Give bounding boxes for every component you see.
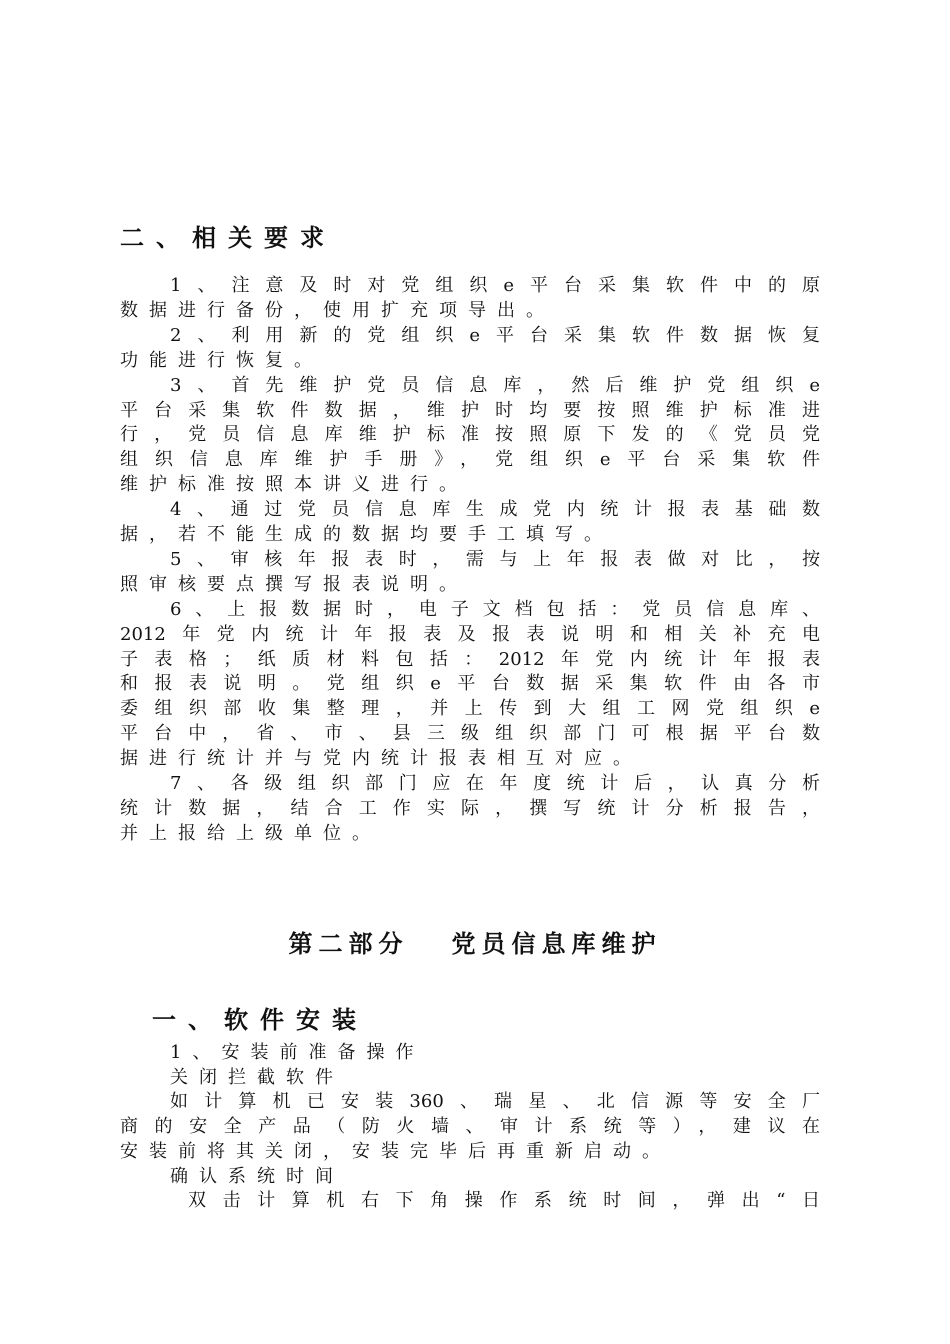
text-line: 统计数据，结合工作实际，撰写统计分析报告，: [120, 797, 820, 819]
text-line: 7、各级组织部门应在年度统计后，认真分析: [170, 773, 820, 794]
text-line: 2、利用新的党组织e平台采集软件数据恢复: [170, 324, 820, 346]
text-line: 5、审核年报表时，需与上年报表做对比，按: [170, 548, 820, 570]
text-line: 2012年党内统计年报表及报表说明和相关补充电: [120, 623, 820, 645]
part-title: 第二部分 党员信息库维护: [288, 930, 662, 958]
text-line: 商的安全产品（防火墙、审计系统等），建议在: [120, 1116, 820, 1138]
text-line: 功能进行恢复。: [120, 349, 323, 371]
section-heading: 二、相关要求: [120, 224, 336, 252]
text-line: 3、首先维护党员信息库，然后维护党组织e: [170, 374, 820, 396]
subsection-heading: 一、软件安装: [152, 1006, 368, 1034]
text-line: 如计算机已安装360、瑞星、北信源等安全厂: [170, 1091, 820, 1113]
text-line: 并上报给上级单位。: [120, 822, 381, 844]
text-line: 平台中，省、市、县三级组织部门可根据平台数: [120, 723, 820, 745]
text-line: 据，若不能生成的数据均要手工填写。: [120, 524, 613, 545]
text-line: 数据进行备份，使用扩充项导出。: [120, 299, 555, 321]
text-line: 子表格；纸质材料包括：2012年党内统计年报表: [120, 648, 820, 670]
text-line: 双击计算机右下角操作系统时间，弹出“日: [188, 1190, 820, 1212]
text-line: 据进行统计并与党内统计报表相互对应。: [120, 748, 642, 770]
text-line: 行，党员信息库维护标准按照原下发的《党员党: [120, 424, 820, 446]
text-line: 委组织部收集整理，并上传到大组工网党组织e: [120, 698, 820, 720]
text-line: 1、安装前准备操作: [170, 1042, 425, 1063]
text-line: 关闭拦截软件: [170, 1066, 344, 1088]
text-line: 1、注意及时对党组织e平台采集软件中的原: [170, 275, 820, 296]
text-line: 和报表说明。党组织e平台数据采集软件由各市: [120, 673, 820, 695]
text-line: 照审核要点撰写报表说明。: [120, 573, 468, 595]
text-line: 6、上报数据时，电子文档包括：党员信息库、: [170, 598, 820, 620]
text-line: 确认系统时间: [170, 1165, 344, 1187]
text-line: 平台采集软件数据，维护时均要按照维护标准进: [120, 399, 820, 421]
text-line: 组织信息库维护手册》，党组织e平台采集软件: [120, 449, 820, 471]
text-line: 维护标准按照本讲义进行。: [120, 474, 468, 496]
text-line: 安装前将其关闭，安装完毕后再重新启动。: [120, 1140, 671, 1162]
text-line: 4、通过党员信息库生成党内统计报表基础数: [170, 499, 820, 521]
